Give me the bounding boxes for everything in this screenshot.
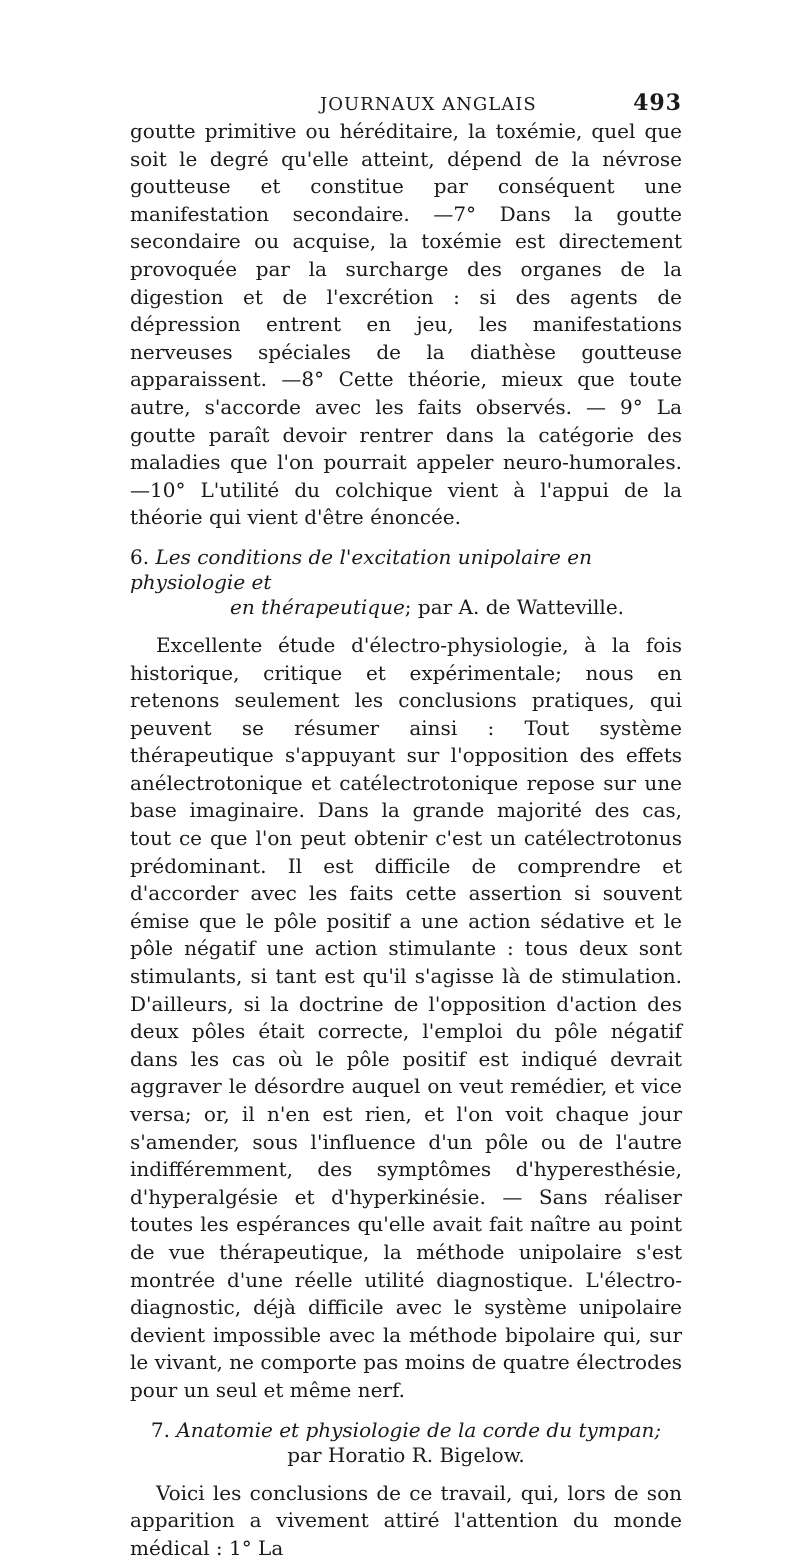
paragraph-corde-tympan: Voici les conclusions de ce travail, qui, lors de son apparition a vivement attiré l'attention du monde médical : 1° La (130, 1480, 682, 1560)
section-title-cont: en thérapeutique (230, 594, 405, 619)
section-title: Anatomie et physiologie de la corde du tympan; (176, 1417, 662, 1442)
body-text (130, 118, 682, 1562)
paragraph-electro-physiologie: Excellente étude d'électro-physiologie, à la fois historique, critique et expérimentale; nous en retenons seulement les conclusions pratiques, qui peuvent se résumer ainsi : Tout système thérapeutique s'appuyant sur l'opposition des effets anélectrotonique et catélectrotonique repose sur une base imaginaire. Dans la grande majorité des cas, tout ce que l'on peut obtenir c'est un catélectrotonus prédominant. Il est difficile de comprendre et d'accorder avec les faits cette assertion si souvent émise que le pôle positif a une action sédative et le pôle négatif une action stimulante : tous deux sont stimulants, si tant est qu'il s'agisse là de stimulation. D'ailleurs, si la doctrine de l'opposition d'action des deux pôles était correcte, l'emploi du pôle négatif dans les cas où le pôle positif est indiqué devrait aggraver le désordre auquel on veut remédier, et vice versa; or, il n'en est rien, et l'on voit chaque jour s'amender, sous l'influence d'un pôle ou de l'autre indifféremment, des symptômes d'hyperesthésie, d'hyperalgésie et d'hyperkinésie. — Sans réaliser toutes les espérances qu'elle avait fait naître au point de vue thérapeutique, la méthode unipolaire s'est montrée d'une réelle utilité diagnostique. L'électro-diagnostic, déjà difficile avec le système unipolaire devient impossible avec la méthode bipolaire qui, sur le vivant, ne comporte pas moins de quatre électrodes pour un seul et même nerf. (130, 632, 682, 1402)
section-title: Les conditions de l'excitation unipolaire en physiologie et (130, 544, 592, 594)
section-title-line2 (130, 595, 682, 620)
section-author: par Horatio R. Bigelow. (287, 1442, 525, 1467)
section-heading-6 (130, 545, 682, 620)
section-author: ; par A. de Watteville. (404, 594, 625, 619)
section-number: 6. (130, 544, 150, 569)
page-header (130, 90, 682, 118)
section-heading-7 (130, 1418, 682, 1468)
section-number: 7. (150, 1417, 170, 1442)
running-title: JOURNAUX ANGLAIS (320, 94, 537, 115)
page-number: 493 (633, 90, 682, 116)
paragraph-goutte-conclusions: goutte primitive ou héréditaire, la toxémie, quel que soit le degré qu'elle atteint, dépend de la névrose goutteuse et constitue par conséquent une manifestation secondaire. —7° Dans la goutte secondaire ou acquise, la toxémie est directement provoquée par la surcharge des organes de la digestion et de l'excrétion : si des agents de dépression entrent en jeu, les manifestations nerveuses spéciales de la diathèse goutteuse apparaissent. —8° Cette théorie, mieux que toute autre, s'accorde avec les faits observés. — 9° La goutte paraît devoir rentrer dans la catégorie des maladies que l'on pourrait appeler neuro-humorales. —10° L'utilité du colchique vient à l'appui de la théorie qui vient d'être énoncée. (130, 119, 682, 530)
